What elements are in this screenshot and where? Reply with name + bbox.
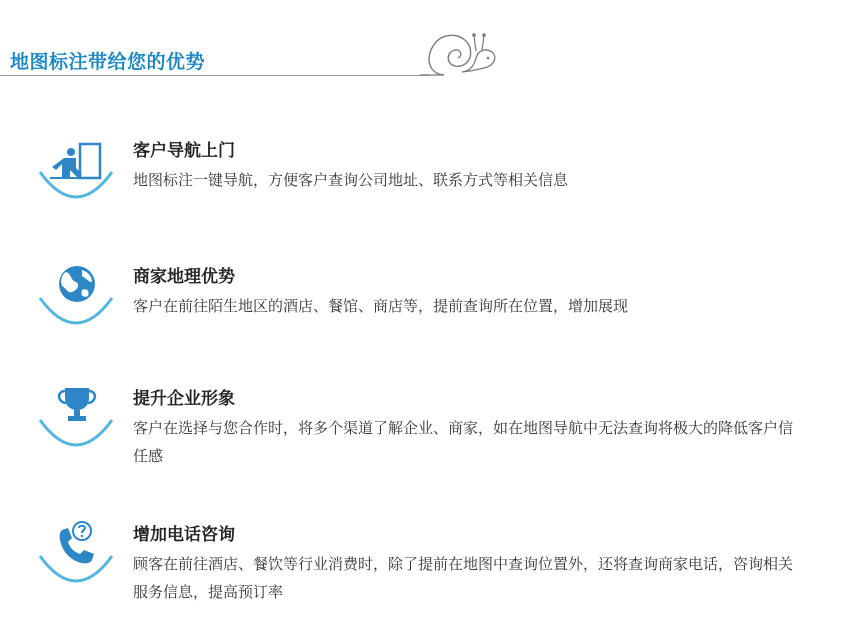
header-divider — [0, 75, 430, 76]
feature-description: 地图标注一键导航，方便客户查询公司地址、联系方式等相关信息 — [133, 171, 569, 189]
door-navigation-icon — [36, 134, 116, 200]
feature-item-image — [0, 378, 848, 478]
globe-icon — [36, 260, 116, 326]
feature-description: 客户在前往陌生地区的酒店、餐馆、商店等，提前查询所在位置，增加展现 — [133, 297, 629, 315]
feature-item-phone — [0, 514, 848, 614]
phone-question-icon — [36, 518, 116, 584]
feature-item-location — [0, 256, 848, 356]
feature-description: 客户在选择与您合作时，将多个渠道了解企业、商家，如在地图导航中无法查询将极大的降低客户信任感 — [133, 419, 794, 465]
feature-title: 提升企业形象 — [133, 389, 235, 409]
section-title: 地图标注带给您的优势 — [10, 51, 206, 73]
feature-title: 商家地理优势 — [133, 267, 235, 287]
feature-title: 客户导航上门 — [133, 141, 235, 161]
feature-title: 增加电话咨询 — [133, 525, 235, 545]
trophy-icon — [36, 382, 116, 448]
feature-item-navigation — [0, 130, 848, 230]
feature-description: 顾客在前往酒店、餐饮等行业消费时，除了提前在地图中查询位置外，还将查询商家电话，咨询相关服务信息，提高预订率 — [133, 555, 794, 601]
snail-icon — [418, 28, 502, 84]
